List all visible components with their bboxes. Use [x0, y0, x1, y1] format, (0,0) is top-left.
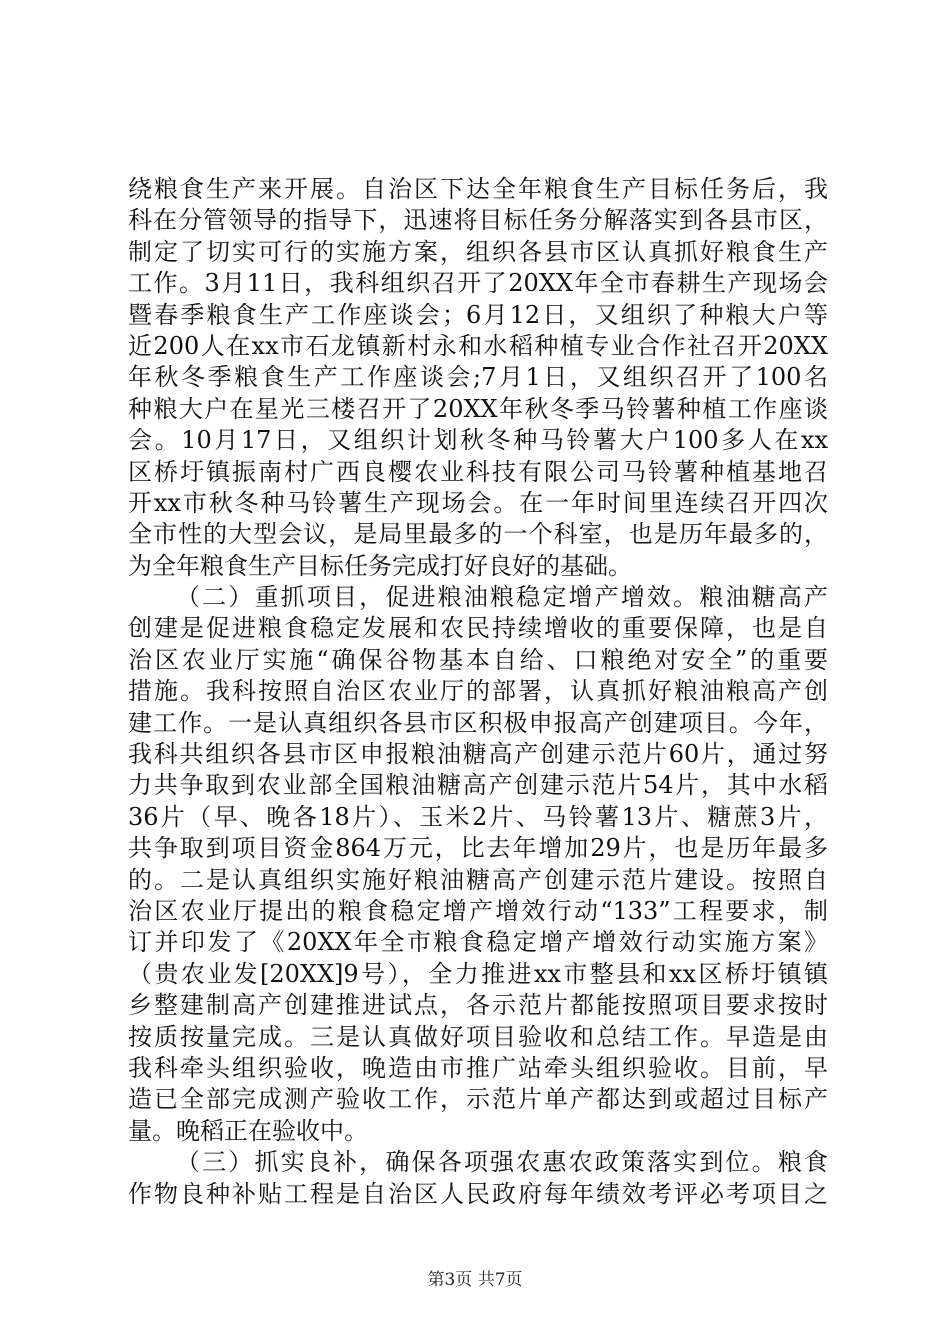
text-line: 绕粮食生产来开展。自治区下达全年粮食生产目标任务后，我 [128, 175, 828, 203]
text-line: 暨春季粮食生产工作座谈会；6月12日，又组织了种粮大户等 [128, 300, 828, 329]
text-line: 我科共组织各县市区申报粮油糖高产创建示范片60片，通过努 [128, 740, 828, 769]
text-line: 为全年粮食生产目标任务完成打好良好的基础。 [128, 551, 632, 580]
text-line: 创建是促进粮食稳定发展和农民持续增收的重要保障，也是自 [128, 614, 828, 643]
text-line: 治区农业厅实施“确保谷物基本自给、口粮绝对安全”的重要 [128, 645, 828, 674]
text-line: 近200人在xx市石龙镇新村永和水稻种植专业合作社召开20XX [128, 331, 828, 360]
text-line: 科在分管领导的指导下，迅速将目标任务分解落实到各县市区， [128, 206, 828, 235]
text-line: 治区农业厅提出的粮食稳定增产增效行动“133”工程要求，制 [128, 896, 828, 925]
text-line: 开xx市秋冬种马铃薯生产现场会。在一年时间里连续召开四次 [128, 488, 828, 517]
text-line: 按质按量完成。三是认真做好项目验收和总结工作。早造是由 [128, 1022, 828, 1051]
text-line: 年秋冬季粮食生产工作座谈会;7月1日，又组织召开了100名 [128, 363, 828, 392]
text-line: （二）重抓项目，促进粮油粮稳定增产增效。粮油糖高产 [176, 583, 828, 612]
text-line: （三）抓实良补，确保各项强农惠农政策落实到位。粮食 [176, 1148, 828, 1177]
text-line: 建工作。一是认真组织各县市区积极申报高产创建项目。今年， [128, 708, 828, 737]
text-line: 造已全部完成测产验收工作，示范片单产都达到或超过目标产 [128, 1085, 828, 1114]
text-line: 36片（早、晚各18片）、玉米2片、马铃薯13片、糖蔗3片， [128, 802, 828, 831]
text-line: 量。晚稻正在验收中。 [128, 1116, 368, 1145]
text-line: 我科牵头组织验收，晚造由市推广站牵头组织验收。目前，早 [128, 1053, 828, 1082]
text-line: 力共争取到农业部全国粮油糖高产创建示范片54片，其中水稻 [128, 771, 828, 800]
text-line: 制定了切实可行的实施方案，组织各县市区认真抓好粮食生产 [128, 237, 828, 266]
text-line: 措施。我科按照自治区农业厅的部署，认真抓好粮油粮高产创 [128, 677, 828, 706]
text-line: 全市性的大型会议，是局里最多的一个科室，也是历年最多的， [128, 520, 828, 549]
page-footer: 第3页 共7页 [427, 1270, 523, 1290]
text-line: 种粮大户在星光三楼召开了20XX年秋冬季马铃薯种植工作座谈 [128, 394, 828, 423]
text-line: 订并印发了《20XX年全市粮食稳定增产增效行动实施方案》 [128, 928, 828, 957]
text-line: 乡整建制高产创建推进试点，各示范片都能按照项目要求按时 [128, 991, 828, 1020]
text-line: （贵农业发[20XX]9号），全力推进xx市整县和xx区桥圩镇镇 [128, 959, 828, 988]
text-line: 共争取到项目资金864万元，比去年增加29片，也是历年最多 [128, 834, 828, 863]
text-line: 的。二是认真组织实施好粮油糖高产创建示范片建设。按照自 [128, 865, 828, 894]
text-line: 工作。3月11日，我科组织召开了20XX年全市春耕生产现场会 [128, 269, 828, 298]
body-text [128, 174, 828, 1210]
text-line: 区桥圩镇振南村广西良樱农业科技有限公司马铃薯种植基地召 [128, 457, 828, 486]
text-line: 会。10月17日，又组织计划秋冬种马铃薯大户100多人在xx [128, 426, 828, 455]
text-line: 作物良种补贴工程是自治区人民政府每年绩效考评必考项目之 [128, 1179, 828, 1208]
